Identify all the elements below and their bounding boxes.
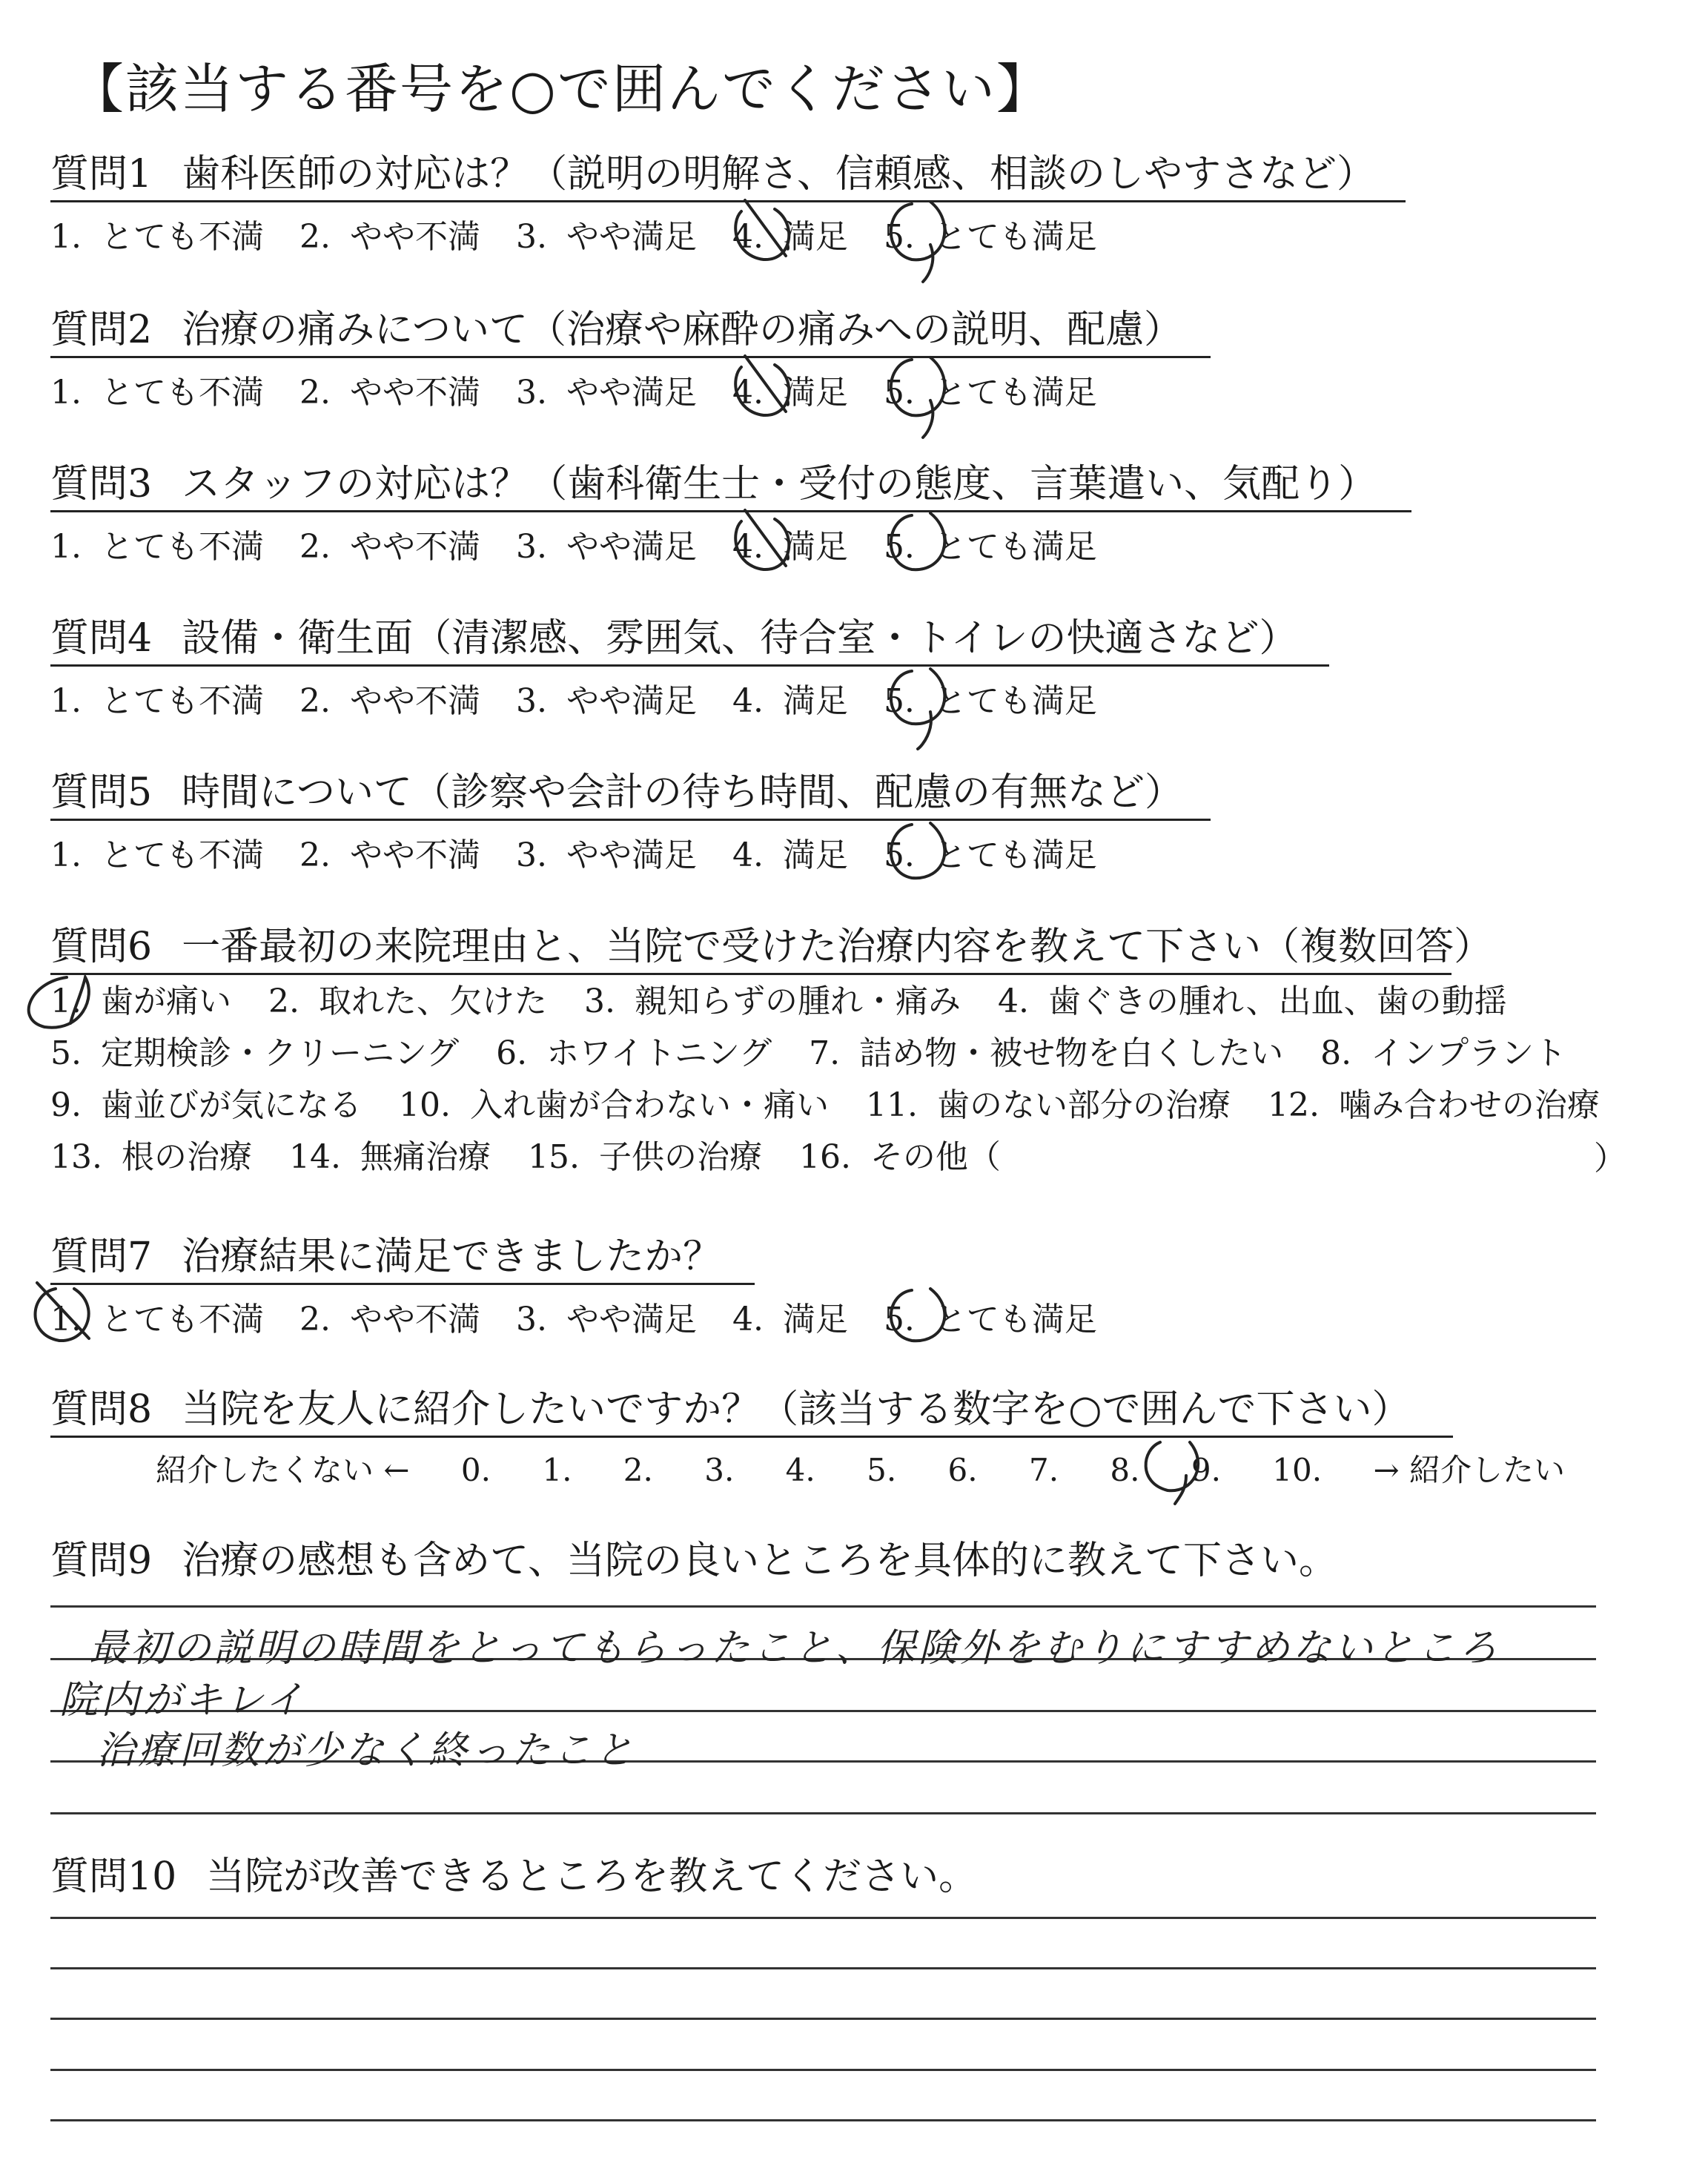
- reason-option-12[interactable]: 12. 噛み合わせの治療: [1267, 1086, 1600, 1124]
- circle-mark: [735, 519, 789, 569]
- reason-option-2[interactable]: 2. 取れた、欠けた: [268, 982, 547, 1020]
- option-1[interactable]: 1. とても不満: [50, 528, 264, 566]
- option-1[interactable]: 1. とても不満: [50, 836, 264, 874]
- scale-10[interactable]: 10.: [1272, 1452, 1323, 1488]
- circle-mark: [891, 513, 944, 569]
- option-2[interactable]: 2. やや不満: [299, 528, 480, 566]
- question-number: 質問4: [50, 616, 153, 661]
- option-2[interactable]: 2. やや不満: [299, 218, 480, 256]
- question-number: 質問5: [50, 770, 153, 815]
- reason-option-9[interactable]: 9. 歯並びが気になる: [50, 1086, 362, 1124]
- scale-5[interactable]: 5.: [867, 1452, 897, 1488]
- option-5[interactable]: 5. とても満足: [883, 528, 1097, 566]
- option-4[interactable]: 4. 満足: [732, 1301, 848, 1338]
- reason-option-10[interactable]: 10. 入れ歯が合わない・痛い: [398, 1086, 829, 1124]
- option-2[interactable]: 2. やや不満: [299, 374, 480, 412]
- circle-mark: [735, 365, 789, 415]
- option-3[interactable]: 3. やや満足: [515, 528, 697, 566]
- circle-mark: [891, 823, 944, 878]
- option-3[interactable]: 3. やや満足: [515, 374, 697, 412]
- circle-mark: [891, 669, 944, 749]
- scale-0[interactable]: 0.: [460, 1452, 491, 1488]
- option-1[interactable]: 1. とても不満: [50, 1301, 264, 1338]
- reason-option-13[interactable]: 13. 根の治療: [50, 1138, 252, 1176]
- option-4[interactable]: 4. 満足: [732, 682, 848, 720]
- reason-option-16[interactable]: 16. その他（: [798, 1138, 1001, 1176]
- question-number: 質問6: [50, 925, 153, 969]
- reason-option-4[interactable]: 4. 歯ぐきの腫れ、出血、歯の動揺: [997, 982, 1507, 1020]
- option-2[interactable]: 2. やや不満: [299, 682, 480, 720]
- reason-option-7[interactable]: 7. 詰め物・被せ物を白くしたい: [809, 1034, 1284, 1072]
- question-title: 歯科医師の対応は？（説明の明解さ、信頼感、相談のしやすさなど）: [182, 152, 1376, 196]
- scale-6[interactable]: 6.: [947, 1452, 978, 1488]
- option-1[interactable]: 1. とても不満: [50, 682, 264, 720]
- option-4[interactable]: 4. 満足: [732, 528, 848, 566]
- other-close-paren: ）: [1594, 1140, 1626, 1178]
- question-title: 時間について（診察や会計の待ち時間、配慮の有無など）: [182, 770, 1184, 815]
- reason-option-15[interactable]: 15. 子供の治療: [527, 1138, 762, 1176]
- reason-option-14[interactable]: 14. 無痛治療: [288, 1138, 491, 1176]
- question-number: 質問3: [50, 462, 153, 506]
- scale-8[interactable]: 8.: [1110, 1452, 1140, 1488]
- reason-option-5[interactable]: 5. 定期検診・クリーニング: [50, 1034, 460, 1072]
- option-3[interactable]: 3. やや満足: [515, 1301, 697, 1338]
- cross-mark: [745, 510, 786, 566]
- handwritten-answer-line-3: 治療回数が少なく終ったこと: [96, 1728, 637, 1773]
- scale-left-label: 紹介したくない ←: [156, 1452, 410, 1488]
- scale-right-label: → 紹介したい: [1373, 1452, 1565, 1488]
- cross-mark: [745, 356, 786, 412]
- reason-option-3[interactable]: 3. 親知らずの腫れ・痛み: [583, 982, 961, 1020]
- option-1[interactable]: 1. とても不満: [50, 218, 264, 256]
- reason-option-8[interactable]: 8. インプラント: [1320, 1034, 1567, 1072]
- option-4[interactable]: 4. 満足: [732, 836, 848, 874]
- circle-mark: [36, 1289, 89, 1341]
- option-3[interactable]: 3. やや満足: [515, 682, 697, 720]
- option-3[interactable]: 3. やや満足: [515, 836, 697, 874]
- scale-3[interactable]: 3.: [704, 1452, 735, 1488]
- question-title: 治療結果に満足できましたか？: [182, 1235, 722, 1279]
- circle-mark: [891, 357, 944, 437]
- option-5[interactable]: 5. とても満足: [883, 218, 1097, 256]
- question-title: 設備・衛生面（清潔感、雰囲気、待合室・トイレの快適さなど）: [182, 616, 1298, 661]
- scale-7[interactable]: 7.: [1028, 1452, 1059, 1488]
- scale-2[interactable]: 2.: [623, 1452, 653, 1488]
- option-2[interactable]: 2. やや不満: [299, 836, 480, 874]
- handwritten-answer-line-1: 最初の説明の時間をとってもらったこと、保険外をむりにすすめないところ: [89, 1626, 1500, 1671]
- option-4[interactable]: 4. 満足: [732, 218, 848, 256]
- reason-option-11[interactable]: 11. 歯のない部分の治療: [865, 1086, 1231, 1124]
- question-number: 質問1: [50, 152, 153, 196]
- question-number: 質問2: [50, 308, 153, 352]
- option-5[interactable]: 5. とても満足: [883, 836, 1097, 874]
- reason-option-1[interactable]: 1. 歯が痛い: [50, 982, 231, 1020]
- question-number: 質問7: [50, 1235, 153, 1279]
- option-4[interactable]: 4. 満足: [732, 374, 848, 412]
- circle-mark: [1146, 1442, 1199, 1504]
- question-title: 治療の感想も含めて、当院の良いところを具体的に教えて下さい。: [182, 1539, 1338, 1583]
- question-number: 質問9: [50, 1539, 153, 1583]
- question-title: 治療の痛みについて（治療や麻酔の痛みへの説明、配慮）: [182, 308, 1183, 352]
- option-5[interactable]: 5. とても満足: [883, 374, 1097, 412]
- scale-9[interactable]: 9.: [1191, 1452, 1221, 1488]
- reason-option-6[interactable]: 6. ホワイトニング: [496, 1034, 772, 1072]
- question-title: 一番最初の来院理由と、当院で受けた治療内容を教えて下さい（複数回答）: [182, 925, 1493, 969]
- circle-mark: [891, 202, 944, 282]
- handwritten-answer-line-2: 院内がキレイ: [59, 1678, 306, 1723]
- circle-mark: [891, 1289, 944, 1341]
- question-title: スタッフの対応は？（歯科衛生士・受付の態度、言葉遣い、気配り）: [182, 462, 1377, 506]
- option-2[interactable]: 2. やや不満: [299, 1301, 480, 1338]
- option-5[interactable]: 5. とても満足: [883, 682, 1097, 720]
- question-title: 当院を友人に紹介したいですか？（該当する数字を○で囲んで下さい）: [182, 1387, 1411, 1432]
- option-1[interactable]: 1. とても不満: [50, 374, 264, 412]
- question-number: 質問10: [50, 1855, 177, 1899]
- cross-mark: [745, 200, 786, 256]
- scale-1[interactable]: 1.: [542, 1452, 572, 1488]
- question-number: 質問8: [50, 1387, 153, 1432]
- option-5[interactable]: 5. とても満足: [883, 1301, 1097, 1338]
- form-header: 【該当する番号を○で囲んでください】: [70, 58, 1051, 120]
- question-title: 当院が改善できるところを教えてください。: [206, 1855, 978, 1899]
- circle-mark: [29, 977, 89, 1028]
- circle-mark: [735, 209, 789, 260]
- cross-mark: [37, 1283, 89, 1338]
- scale-4[interactable]: 4.: [785, 1452, 815, 1488]
- option-3[interactable]: 3. やや満足: [515, 218, 697, 256]
